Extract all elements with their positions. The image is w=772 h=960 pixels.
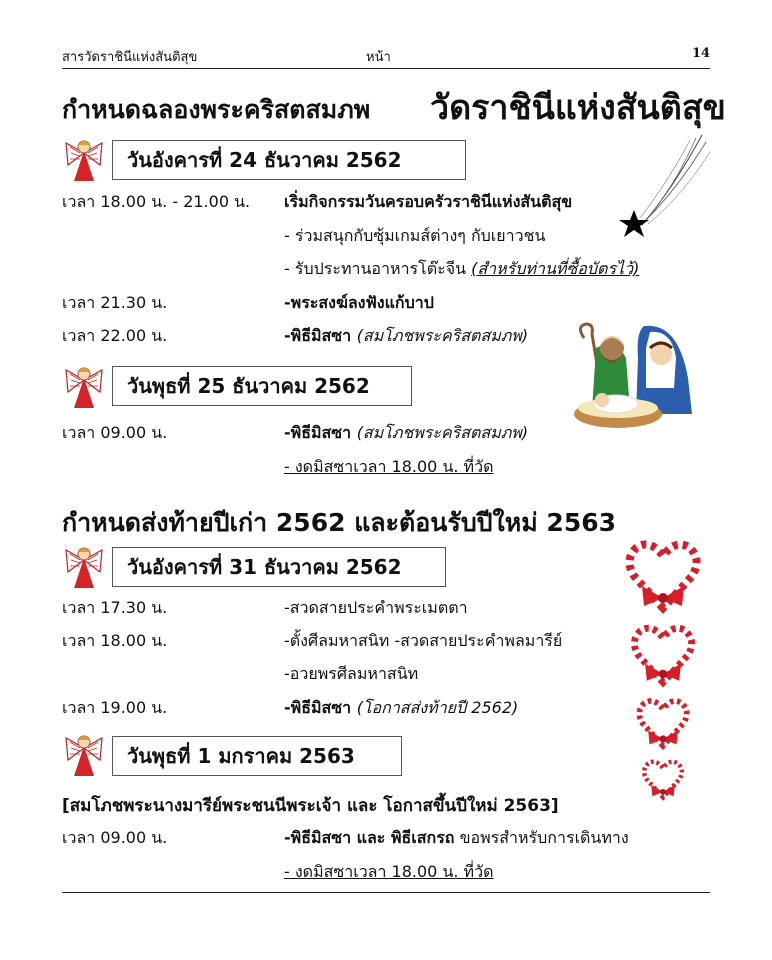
- event-label: - ร่วมสนุกกับซุ้มเกมส์ต่างๆ กับเยาวชน: [284, 226, 546, 245]
- day-label: วันพุธที่ 25 ธันวาคม 2562: [127, 374, 370, 398]
- event-label: -พระสงฆ์ลงฟังแก้บาป: [284, 293, 434, 312]
- event-label: [284, 324, 528, 349]
- angel-icon: [62, 135, 106, 183]
- page-number: 14: [692, 46, 711, 61]
- day-box-dec-31: [112, 547, 446, 587]
- candy-cane-heart-icon: [628, 620, 698, 692]
- event-label: - งดมิสซาเวลา 18.00 น. ที่วัด: [284, 862, 494, 881]
- event-label: [284, 257, 639, 282]
- shooting-star-icon: [612, 130, 712, 240]
- time-label: เวลา 18.00 น.: [62, 631, 168, 650]
- event-text: -พิธีมิสซา และ พิธีเสกรถ: [284, 828, 455, 847]
- time-label: เวลา 22.00 น.: [62, 326, 168, 345]
- candy-cane-heart-icon: [622, 536, 704, 618]
- day-label: วันพุธที่ 1 มกราคม 2563: [127, 744, 355, 768]
- event-note: (สมโภชพระคริสตสมภพ): [356, 326, 529, 345]
- publication-name: สารวัดราชินีแห่งสันติสุข: [62, 50, 198, 65]
- event-text: -พิธีมิสซา: [284, 423, 357, 442]
- time-label: เวลา 18.00 น. - 21.00 น.: [62, 192, 251, 211]
- event-label: เริ่มกิจกรรมวันครอบครัวราชินีแห่งสันติสุข: [284, 192, 573, 211]
- candy-cane-heart-icon: [634, 694, 692, 754]
- angel-icon: [62, 542, 106, 590]
- day-box-dec-25: [112, 366, 412, 406]
- event-label: [284, 696, 518, 721]
- candy-cane-heart-icon: [640, 756, 686, 804]
- church-name: วัดราชินีแห่งสันติสุข: [430, 88, 726, 128]
- event-note: (สมโภชพระคริสตสมภพ): [356, 423, 529, 442]
- event-label: - งดมิสซาเวลา 18.00 น. ที่วัด: [284, 457, 494, 476]
- header-divider: [62, 68, 710, 69]
- time-label: เวลา 21.30 น.: [62, 293, 168, 312]
- day-label: วันอังคารที่ 31 ธันวาคม 2562: [127, 555, 402, 579]
- event-note: (สำหรับท่านที่ซื้อบัตรไว้): [471, 259, 640, 278]
- event-label: -สวดสายประคำพระเมตตา: [284, 598, 468, 617]
- event-label: [284, 826, 629, 851]
- event-label: -อวยพรศีลมหาสนิท: [284, 664, 419, 683]
- angel-icon: [62, 730, 106, 778]
- day-box-jan-1: [112, 736, 402, 776]
- event-label: -ตั้งศีลมหาสนิท -สวดสายประคำพลมารีย์: [284, 631, 563, 650]
- event-label: [284, 421, 528, 446]
- christmas-section-title: กำหนดฉลองพระคริสตสมภพ: [62, 95, 371, 124]
- time-label: เวลา 19.00 น.: [62, 698, 168, 717]
- occasion-note: [สมโภชพระนางมารีย์พระชนนีพระเจ้า และ โอกาสขึ้นปีใหม่ 2563]: [62, 796, 559, 816]
- time-label: เวลา 09.00 น.: [62, 828, 168, 847]
- nativity-icon: [566, 318, 700, 430]
- angel-icon: [62, 362, 106, 410]
- page-label: หน้า: [366, 50, 391, 65]
- event-text: -พิธีมิสซา: [284, 326, 357, 345]
- time-label: เวลา 09.00 น.: [62, 423, 168, 442]
- event-text: -พิธีมิสซา: [284, 698, 357, 717]
- footer-divider: [62, 892, 710, 893]
- event-rest: ขอพรสำหรับการเดินทาง: [454, 828, 629, 847]
- day-box-dec-24: [112, 140, 466, 180]
- day-label: วันอังคารที่ 24 ธันวาคม 2562: [127, 148, 402, 172]
- event-note: (โอกาสส่งท้ายปี 2562): [356, 698, 519, 717]
- time-label: เวลา 17.30 น.: [62, 598, 168, 617]
- event-text: - รับประทานอาหารโต๊ะจีน: [284, 259, 472, 278]
- newyear-section-title: กำหนดส่งท้ายปีเก่า 2562 และต้อนรับปีใหม่ 2563: [62, 508, 617, 537]
